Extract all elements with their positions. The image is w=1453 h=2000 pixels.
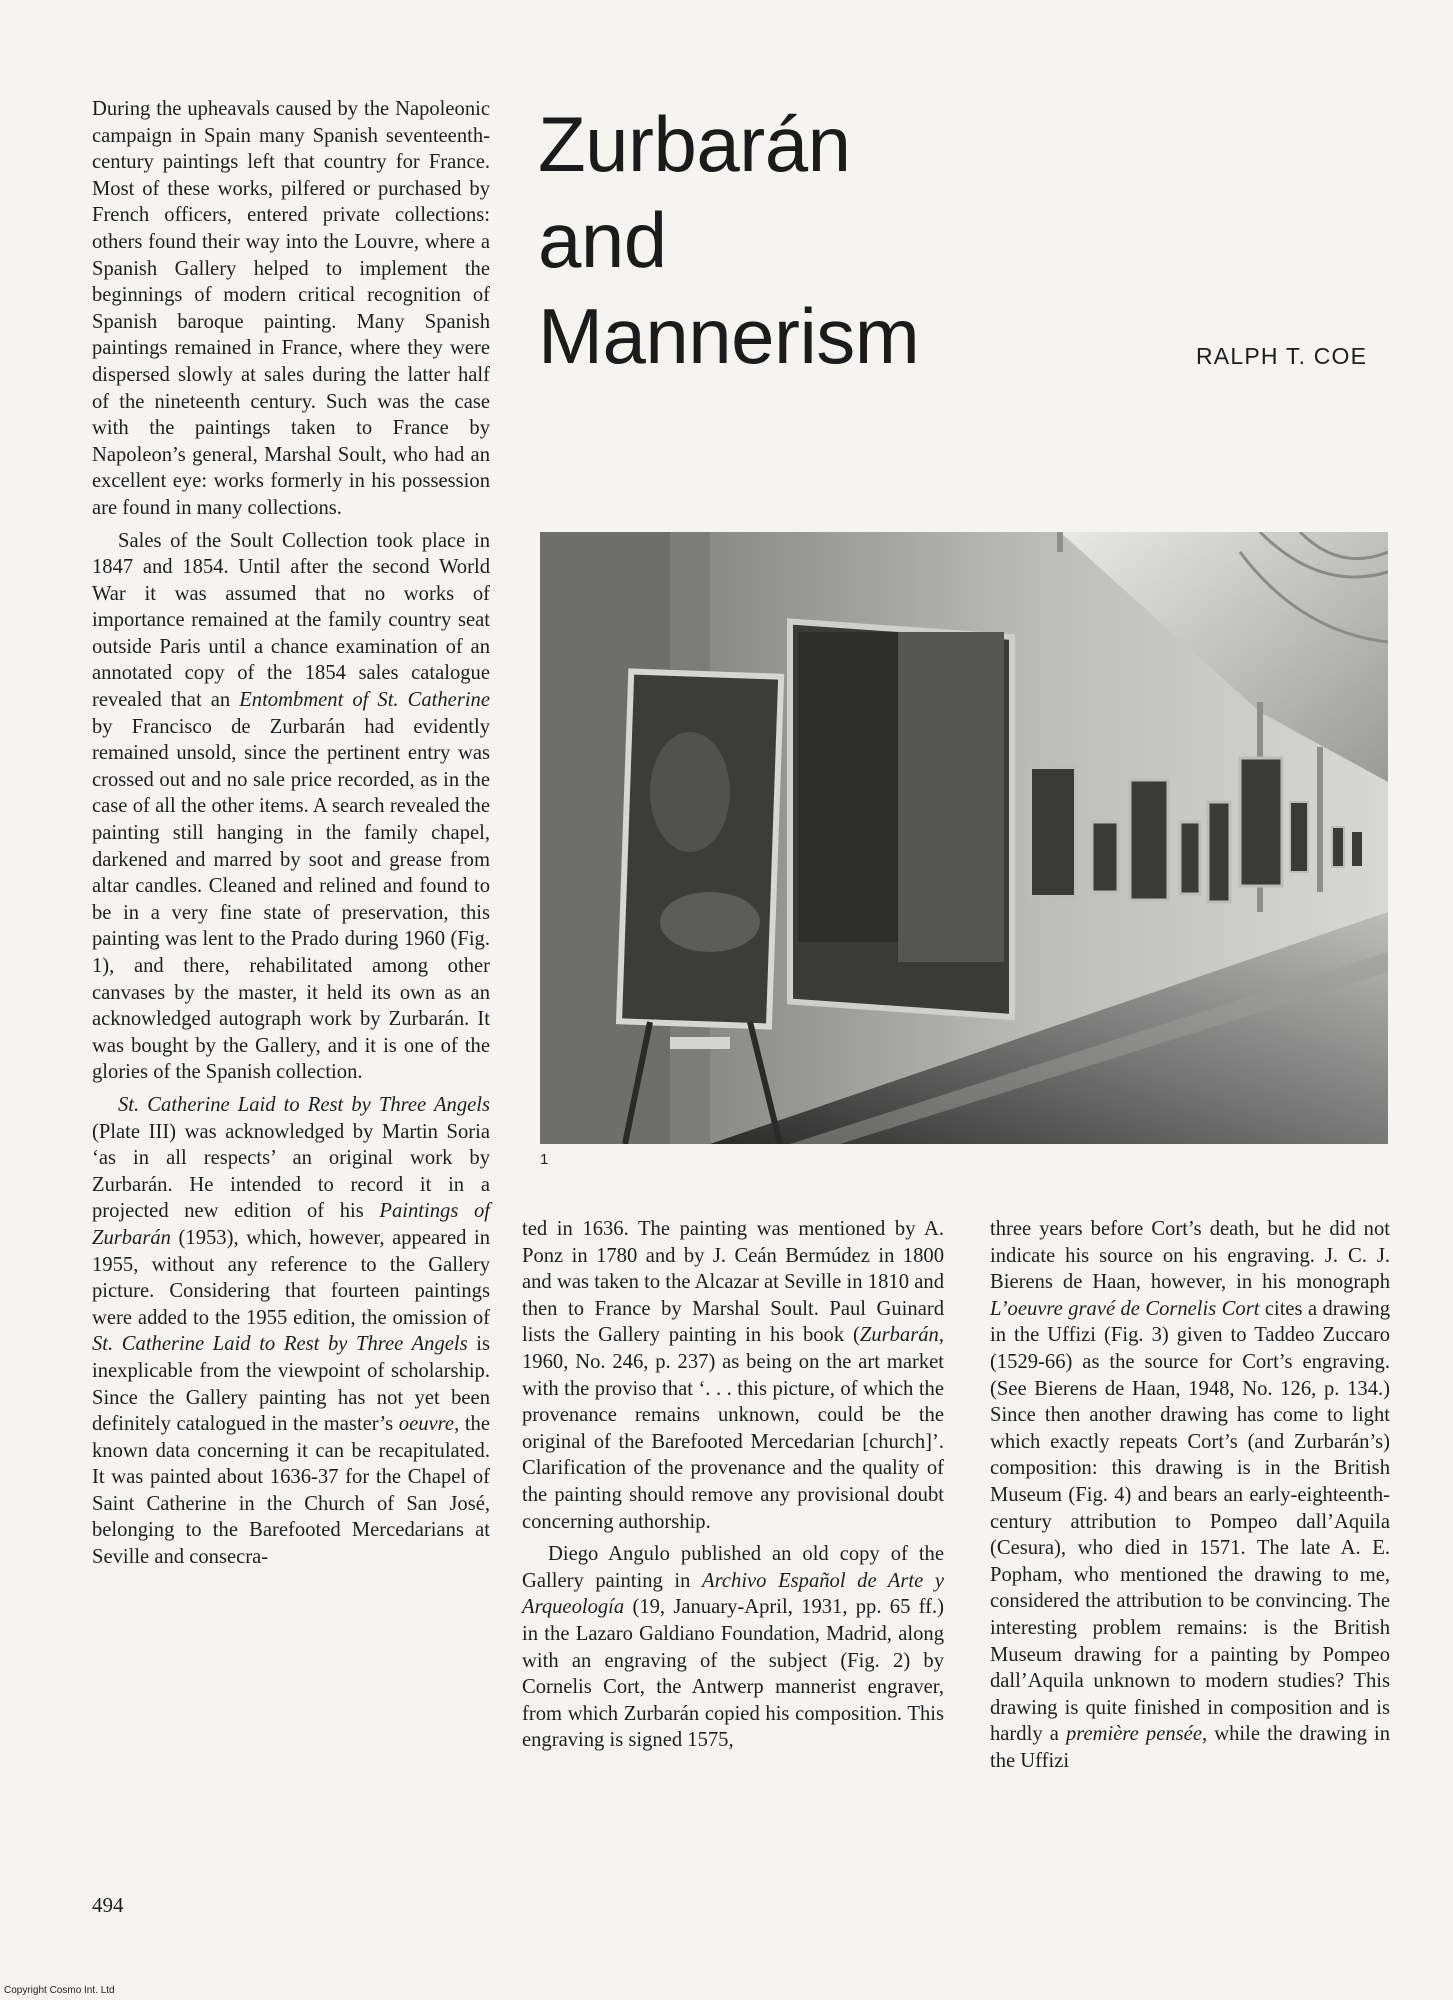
paragraph: St. Catherine Laid to Rest by Three Angels (Plate III) was acknowledged by Martin Soria ‘as in all respects’ an original work by Zurbarán. He intended to record it in a projected new edition of his Paintings of Zurbarán (1953), which, however, appeared in 1955, without any reference to the Gallery picture. Considering that fourteen paintings were added to the 1955 edition, the omission of St. Catherine Laid to Rest by Three Angels is inexplicable from the viewpoint of scholarship. Since the Gallery painting has not yet been definitely catalogued in the master’s oeuvre, the known data concerning it can be recapitulated. It was painted about 1636-37 for the Chapel of Saint Catherine in the Church of San José, belonging to the Barefooted Mercedarians at Seville and consecra- [92,1093,490,1569]
text-column-3 [990,1216,1390,1774]
title-line: Zurbarán [538,100,851,188]
prado-gallery-image [540,532,1388,1144]
figure-label: 1 [540,1151,549,1168]
paragraph: Sales of the Soult Collection took place in 1847 and 1854. Until after the second World War it was assumed that no works of importance remained at the family country seat outside Paris until a chance examination of an annotated copy of the 1854 sales catalogue revealed that an Entombment of St. Catherine by Francisco de Zurbarán had evidently remained unsold, since the pertinent entry was crossed out and no sale price recorded, as in the case of all the other items. A search revealed the painting still hanging in the family chapel, darkened and marred by soot and grease from altar candles. Cleaned and relined and found to be in a very fine state of preservation, this painting was lent to the Prado during 1960 (Fig. 1), and there, rehabilitated among other canvases by the master, it held its own as an acknowledged autograph work by Zurbarán. It was bought by the Gallery, and it is one of the glories of the Spanish collection. [92,529,490,1084]
title-line: Mannerism [538,292,920,380]
gallery-photograph [540,532,1388,1144]
paragraph: Diego Angulo published an old copy of the Gallery painting in Archivo Español de Arte y Arqueología (19, January-April, 1931, pp. 65 ff.) in the Lazaro Galdiano Foundation, Madrid, along with an engraving of the subject (Fig. 2) by Cornelis Cort, the Antwerp mannerist engraver, from which Zurbarán copied his composition. This engraving is signed 1575, [522,1543,944,1752]
author-byline: RALPH T. COE [1196,343,1368,369]
text-column-1 [92,96,490,1571]
article-title [538,96,919,384]
text-column-2 [522,1216,944,1754]
copyright-notice: Copyright Cosmo Int. Ltd [4,1985,115,1996]
paragraph: ted in 1636. The painting was mentioned by A. Ponz in 1780 and by J. Ceán Bermúdez in 1800 and was taken to the Alcazar at Seville in 1810 and then to France by Marshal Soult. Paul Guinard lists the Gallery painting in his book (Zurbarán, 1960, No. 246, p. 237) as being on the art market with the proviso that ‘. . . this picture, of which the provenance remains unknown, could be the original of the Barefooted Mercedarian [church]’. Clarification of the provenance and the quality of the painting should remove any provisional doubt concerning authorship. [522,1218,944,1533]
paragraph: During the upheavals caused by the Napoleonic campaign in Spain many Spanish seventeenth-century paintings left that country for France. Most of these works, pilfered or purchased by French officers, entered private collections: others found their way into the Louvre, where a Spanish Gallery helped to implement the beginnings of modern critical recognition of Spanish baroque painting. Many Spanish paintings remained in France, where they were dispersed slowly at sales during the latter half of the nineteenth century. Such was the case with the paintings taken to France by Napoleon’s general, Marshal Soult, who had an excellent eye: works formerly in his possession are found in many collections. [92,98,490,519]
page-number: 494 [92,1893,124,1917]
title-line: and [538,196,667,284]
paragraph: three years before Cort’s death, but he did not indicate his source on his engraving. J. C. J. Bierens de Haan, however, in his monograph L’oeuvre gravé de Cornelis Cort cites a drawing in the Uffizi (Fig. 3) given to Taddeo Zuccaro (1529-66) as the source for Cort’s engraving. (See Bierens de Haan, 1948, No. 126, p. 134.) Since then another drawing has come to light which exactly repeats Cort’s (and Zurbarán’s) composition: this drawing is in the British Museum (Fig. 4) and bears an early-eighteenth-century attribution to Pompeo dall’Aquila (Cesura), who died in 1571. The late A. E. Popham, who mentioned the drawing to me, considered the attribution to be convincing. The interesting problem remains: is the British Museum drawing for a painting by Pompeo dall’Aquila unknown to modern studies? This drawing is quite finished in composition and is hardly a première pensée, while the drawing in the Uffizi [990,1218,1390,1772]
